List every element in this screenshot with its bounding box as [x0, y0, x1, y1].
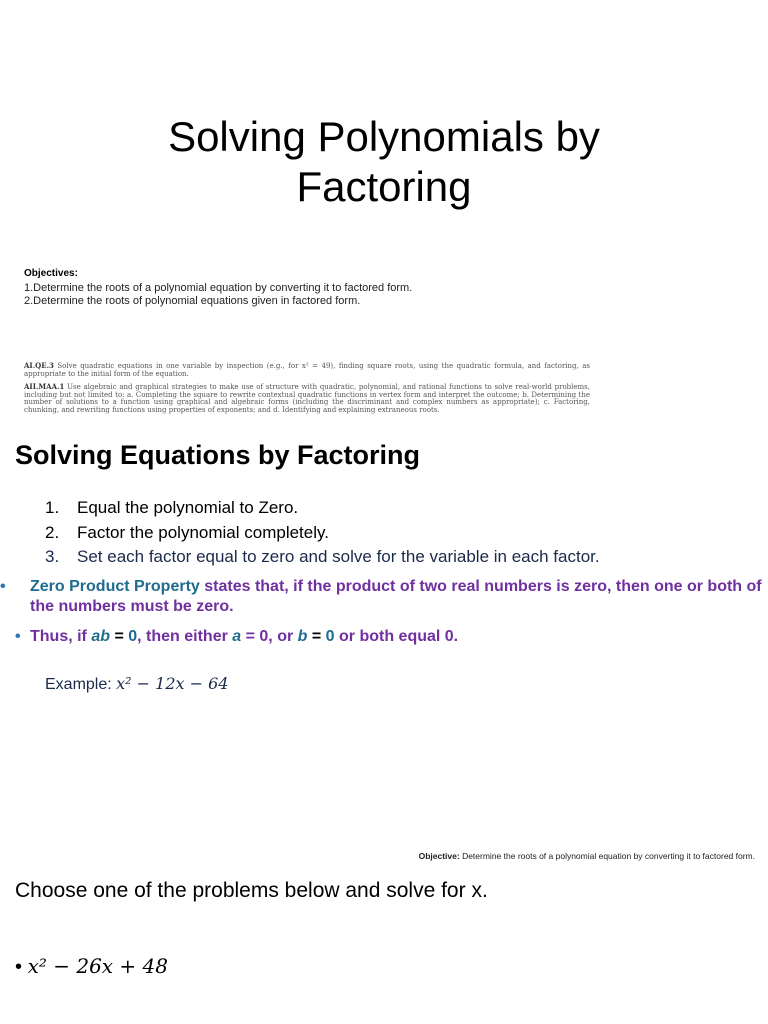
- standard-aii-maa-1: [24, 383, 590, 414]
- choose-prompt: Choose one of the problems below and solve for x.: [15, 879, 488, 902]
- bullet-icon: •: [15, 628, 21, 645]
- example: [45, 674, 228, 694]
- objective-item-1: 1.Determine the roots of a polynomial equation by converting it to factored form.: [24, 282, 413, 294]
- example-label: Example:: [45, 676, 117, 693]
- step-1: [45, 498, 298, 518]
- section-heading: Solving Equations by Factoring: [15, 440, 421, 470]
- var-a: a: [232, 628, 242, 645]
- zero: 0: [128, 628, 138, 645]
- zero-product-bullet: [0, 577, 768, 617]
- thus-text: , then either: [137, 628, 233, 645]
- thus-bullet: [15, 627, 755, 647]
- objectives-heading: Objectives:: [24, 268, 78, 279]
- title-line-2: Factoring: [296, 163, 472, 210]
- step-text: Factor the polynomial completely.: [77, 523, 329, 542]
- thus-text: or both equal 0.: [334, 628, 459, 645]
- objective-footer: [419, 851, 755, 861]
- objective-item-2: 2.Determine the roots of polynomial equations given in factored form.: [24, 295, 361, 307]
- title-line-1: Solving Polynomials by: [168, 113, 600, 160]
- step-number: 3.: [45, 547, 60, 566]
- standard-code: AII.MAA.1: [24, 382, 65, 391]
- equals: =: [110, 628, 129, 645]
- zero: 0: [325, 628, 335, 645]
- standard-text: Solve quadratic equations in one variable by inspection (e.g., for x² = 49), finding square roots, using the quadratic formula, and factoring, as appropriate to the initial form of the equation.: [24, 362, 590, 378]
- var-ab: ab: [91, 628, 110, 645]
- thus-text: Thus, if: [30, 628, 92, 645]
- step-3: [45, 547, 600, 567]
- standard-text: Use algebraic and graphical strategies to make use of structure with quadratic, polynomial, and rational functions to solve real-world problems, including but not limited to: a. Completing the square to rewrite contextual quadratic functions in vertex form and interpret the outcome; b. Determining the number of solutions to a function using graphical and algebraic forms (including the discriminant and complex numbers as appropriate); c. Factoring, chunking, and rewriting functions using properties of exponents; and d. Identifying and explaining extraneous roots.: [24, 383, 590, 414]
- bullet-icon: •: [15, 956, 23, 978]
- step-text: Set each factor equal to zero and solve for the variable in each factor.: [77, 547, 600, 566]
- step-text: Equal the polynomial to Zero.: [77, 498, 299, 517]
- var-b: b: [297, 628, 308, 645]
- step-number: 2.: [45, 523, 60, 542]
- standard-ai-qe-3: [24, 362, 590, 378]
- page-title: [0, 112, 768, 212]
- problem-item: [15, 954, 168, 979]
- thus-text: = 0, or: [241, 628, 298, 645]
- objective-footer-text: Determine the roots of a polynomial equation by converting it to factored form.: [459, 851, 755, 861]
- standard-code: AI.QE.3: [24, 361, 54, 370]
- example-expression: x² − 12x − 64: [116, 674, 229, 693]
- zero-product-text: states that, if the product of two real numbers is zero, then one or both of the numbers must be zero.: [30, 578, 762, 615]
- step-2: [45, 523, 329, 543]
- objective-footer-label: Objective:: [418, 851, 460, 861]
- equals: =: [307, 628, 326, 645]
- problem-expression: x² − 26x + 48: [27, 954, 168, 978]
- bullet-icon: •: [0, 578, 6, 595]
- zero-product-term: Zero Product Property: [30, 578, 200, 595]
- step-number: 1.: [45, 498, 60, 517]
